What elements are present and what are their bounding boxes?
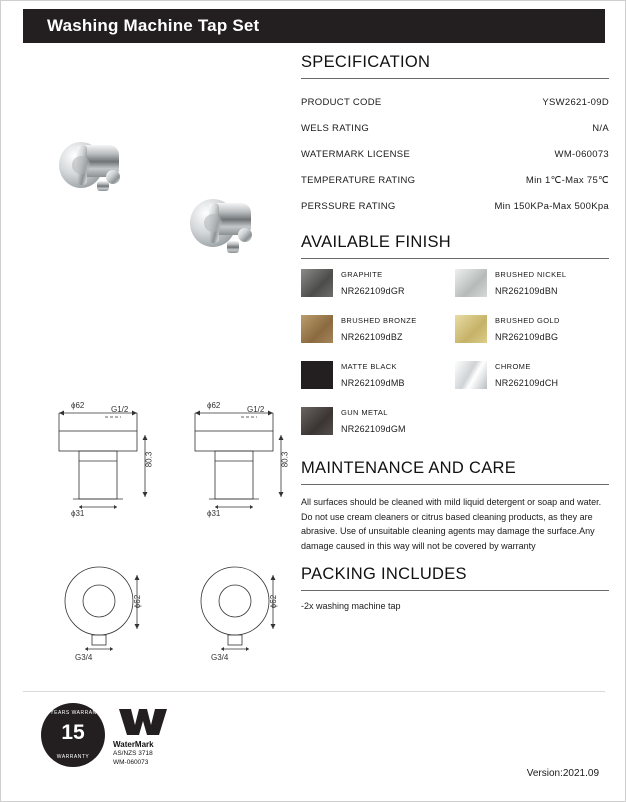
packing-title: PACKING INCLUDES [301,565,467,583]
finish-grid [301,269,609,453]
watermark-logo-svg [115,707,171,737]
finish-swatch-brushed-gold [455,315,487,343]
spec-label: WELS RATING [301,122,370,134]
dim-left-height: 80.3 [144,451,154,468]
finish-name: BRUSHED NICKEL [495,270,567,279]
dim-right-top-dia: ϕ62 [207,401,221,410]
available-finish-title: AVAILABLE FINISH [301,233,451,251]
table-row [301,141,609,167]
warranty-bottom-text: WARRANTY [56,754,90,760]
finish-code: NR262109dCH [495,378,559,388]
finish-option[interactable] [301,269,455,315]
specification-title: SPECIFICATION [301,53,431,71]
spec-value: N/A [592,122,609,134]
spec-value: WM-060073 [554,148,609,160]
spec-label: PERSSURE RATING [301,200,396,212]
info-column [301,53,609,611]
elevation-drawings [23,393,295,543]
finish-option[interactable] [455,269,609,315]
finish-option[interactable] [455,315,609,361]
dim-right-thread: G1/2 [247,405,265,414]
finish-code: NR262109dBN [495,286,558,296]
product-photo-group [23,113,295,313]
plan-left-outlet: G3/4 [75,653,93,662]
finish-name: BRUSHED BRONZE [341,316,417,325]
dim-left-thread: G1/2 [111,405,129,414]
finish-option[interactable] [301,361,455,407]
plan-right-dia: ϕ62 [269,594,279,609]
dim-left-bottom-dia: ϕ31 [71,509,85,518]
spec-label: PRODUCT CODE [301,96,382,108]
spec-label: TEMPERATURE RATING [301,174,416,186]
specification-divider [301,78,609,79]
finish-code: NR262109dBG [495,332,559,342]
plan-right-outlet: G3/4 [211,653,229,662]
version-label: Version:2021.09 [526,768,599,779]
watermark-logo [115,707,171,737]
finish-name: GRAPHITE [341,270,383,279]
packing-divider [301,590,609,591]
warranty-years: 15 [61,721,85,744]
specification-table [301,89,609,219]
plan-left-dia: ϕ62 [133,594,143,609]
finish-option[interactable] [301,407,455,453]
finish-name: GUN METAL [341,408,388,417]
plan-svg [23,553,295,683]
finish-option[interactable] [455,361,609,407]
finish-code: NR262109dMB [341,378,405,388]
watermark-license: WM-060073 [113,759,149,766]
watermark-name: WaterMark [113,740,154,749]
finish-swatch-matte-black [301,361,333,389]
watermark-text-block [113,740,233,767]
table-row [301,193,609,219]
maintenance-title: MAINTENANCE AND CARE [301,459,517,477]
dim-right-height: 80.3 [280,451,290,468]
finish-code: NR262109dBZ [341,332,403,342]
watermark-standard: AS/NZS 3718 [113,750,153,757]
dim-left-top-dia: ϕ62 [71,401,85,410]
spec-label: WATERMARK LICENSE [301,148,411,160]
plan-drawings [23,553,295,683]
drawings-column [23,53,295,713]
table-row [301,89,609,115]
elevation-svg [23,393,295,543]
specification-rows [301,89,609,219]
finish-code: NR262109dGR [341,286,405,296]
finish-option-empty [455,407,609,453]
packing-item: -2x washing machine tap [301,601,401,611]
finish-code: NR262109dGM [341,424,406,434]
spec-value: YSW2621-09D [542,96,609,108]
available-finish-divider [301,258,609,259]
page-title: Washing Machine Tap Set [47,16,260,35]
footer-divider [23,691,605,692]
finish-option[interactable] [301,315,455,361]
finish-swatch-gun-metal [301,407,333,435]
finish-swatch-chrome [455,361,487,389]
spec-value: Min 150KPa-Max 500Kpa [494,200,609,212]
finish-name: MATTE BLACK [341,362,397,371]
warranty-top-text: 15 YEARS WARRANTY [41,710,105,716]
maintenance-divider [301,484,609,485]
finish-swatch-brushed-nickel [455,269,487,297]
finish-name: BRUSHED GOLD [495,316,560,325]
finish-swatch-brushed-bronze [301,315,333,343]
maintenance-body: All surfaces should be cleaned with mild liquid detergent or soap and water. Do not use cream cleaners or citrus based cleaning products, as they are abrasive. Use of unsuitable cleaning agents may damage the surface.Any damage caused in this way will not be covered by warranty [301,497,602,551]
warranty-badge [41,703,105,767]
finish-swatch-graphite [301,269,333,297]
finish-name: CHROME [495,362,531,371]
table-row [301,167,609,193]
spec-value: Min 1℃-Max 75℃ [525,174,609,186]
product-photo-svg [23,113,295,313]
dim-right-bottom-dia: ϕ31 [207,509,221,518]
table-row [301,115,609,141]
